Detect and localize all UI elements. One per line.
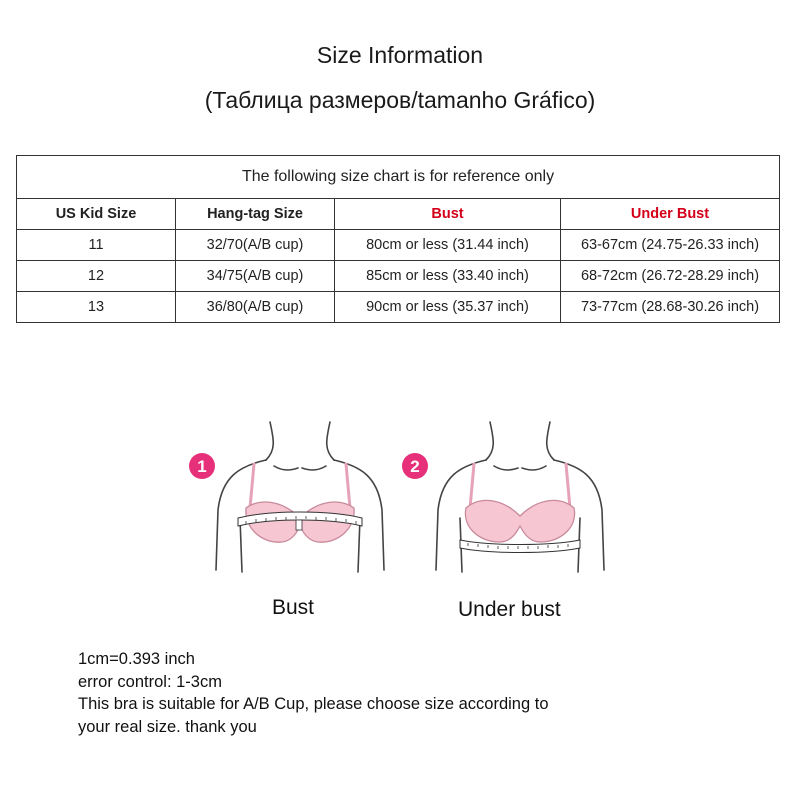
table-cell: 90cm or less (35.37 inch) — [335, 292, 561, 323]
column-header-us-kid-size: US Kid Size — [17, 199, 176, 230]
table-row — [17, 261, 780, 292]
table-cell: 63-67cm (24.75-26.33 inch) — [561, 230, 780, 261]
size-chart-table — [16, 155, 780, 323]
measurement-diagram — [170, 400, 630, 600]
table-cell: 85cm or less (33.40 inch) — [335, 261, 561, 292]
table-row — [17, 292, 780, 323]
table-cell: 80cm or less (31.44 inch) — [335, 230, 561, 261]
under-bust-bra-shape — [460, 500, 580, 552]
column-header-hang-tag-size: Hang-tag Size — [176, 199, 335, 230]
note-suitability: This bra is suitable for A/B Cup, please choose size according to — [78, 695, 549, 713]
table-caption: The following size chart is for reference only — [17, 156, 780, 199]
table-cell: 34/75(A/B cup) — [176, 261, 335, 292]
bust-bra-shape — [238, 502, 362, 542]
column-header-under-bust: Under Bust — [561, 199, 780, 230]
page-subtitle: (Таблица размеров/tamanho Gráfico) — [204, 87, 596, 113]
step-1-badge — [189, 453, 215, 479]
svg-text:1: 1 — [197, 457, 207, 476]
table-cell: 13 — [17, 292, 176, 323]
bust-figure — [216, 422, 384, 572]
table-cell: 12 — [17, 261, 176, 292]
table-header-row — [17, 199, 780, 230]
table-cell: 32/70(A/B cup) — [176, 230, 335, 261]
measurement-illustration — [170, 400, 630, 640]
table-cell: 36/80(A/B cup) — [176, 292, 335, 323]
note-error-control: error control: 1-3cm — [78, 672, 222, 691]
note-suitability-cont: your real size. thank you — [78, 717, 257, 736]
note-conversion: 1cm=0.393 inch — [78, 650, 195, 668]
step-2-badge — [402, 453, 428, 479]
under-bust-label: Under bust — [458, 598, 561, 621]
table-cell: 73-77cm (28.68-30.26 inch) — [561, 292, 780, 323]
table-cell: 68-72cm (26.72-28.29 inch) — [561, 261, 780, 292]
table-cell: 11 — [17, 230, 176, 261]
page-title: Size Information — [316, 42, 484, 68]
notes-block — [78, 648, 758, 738]
svg-text:2: 2 — [410, 457, 420, 476]
table-caption-row — [17, 156, 780, 199]
column-header-bust: Bust — [335, 199, 561, 230]
table-row — [17, 230, 780, 261]
bust-label: Bust — [272, 596, 315, 619]
